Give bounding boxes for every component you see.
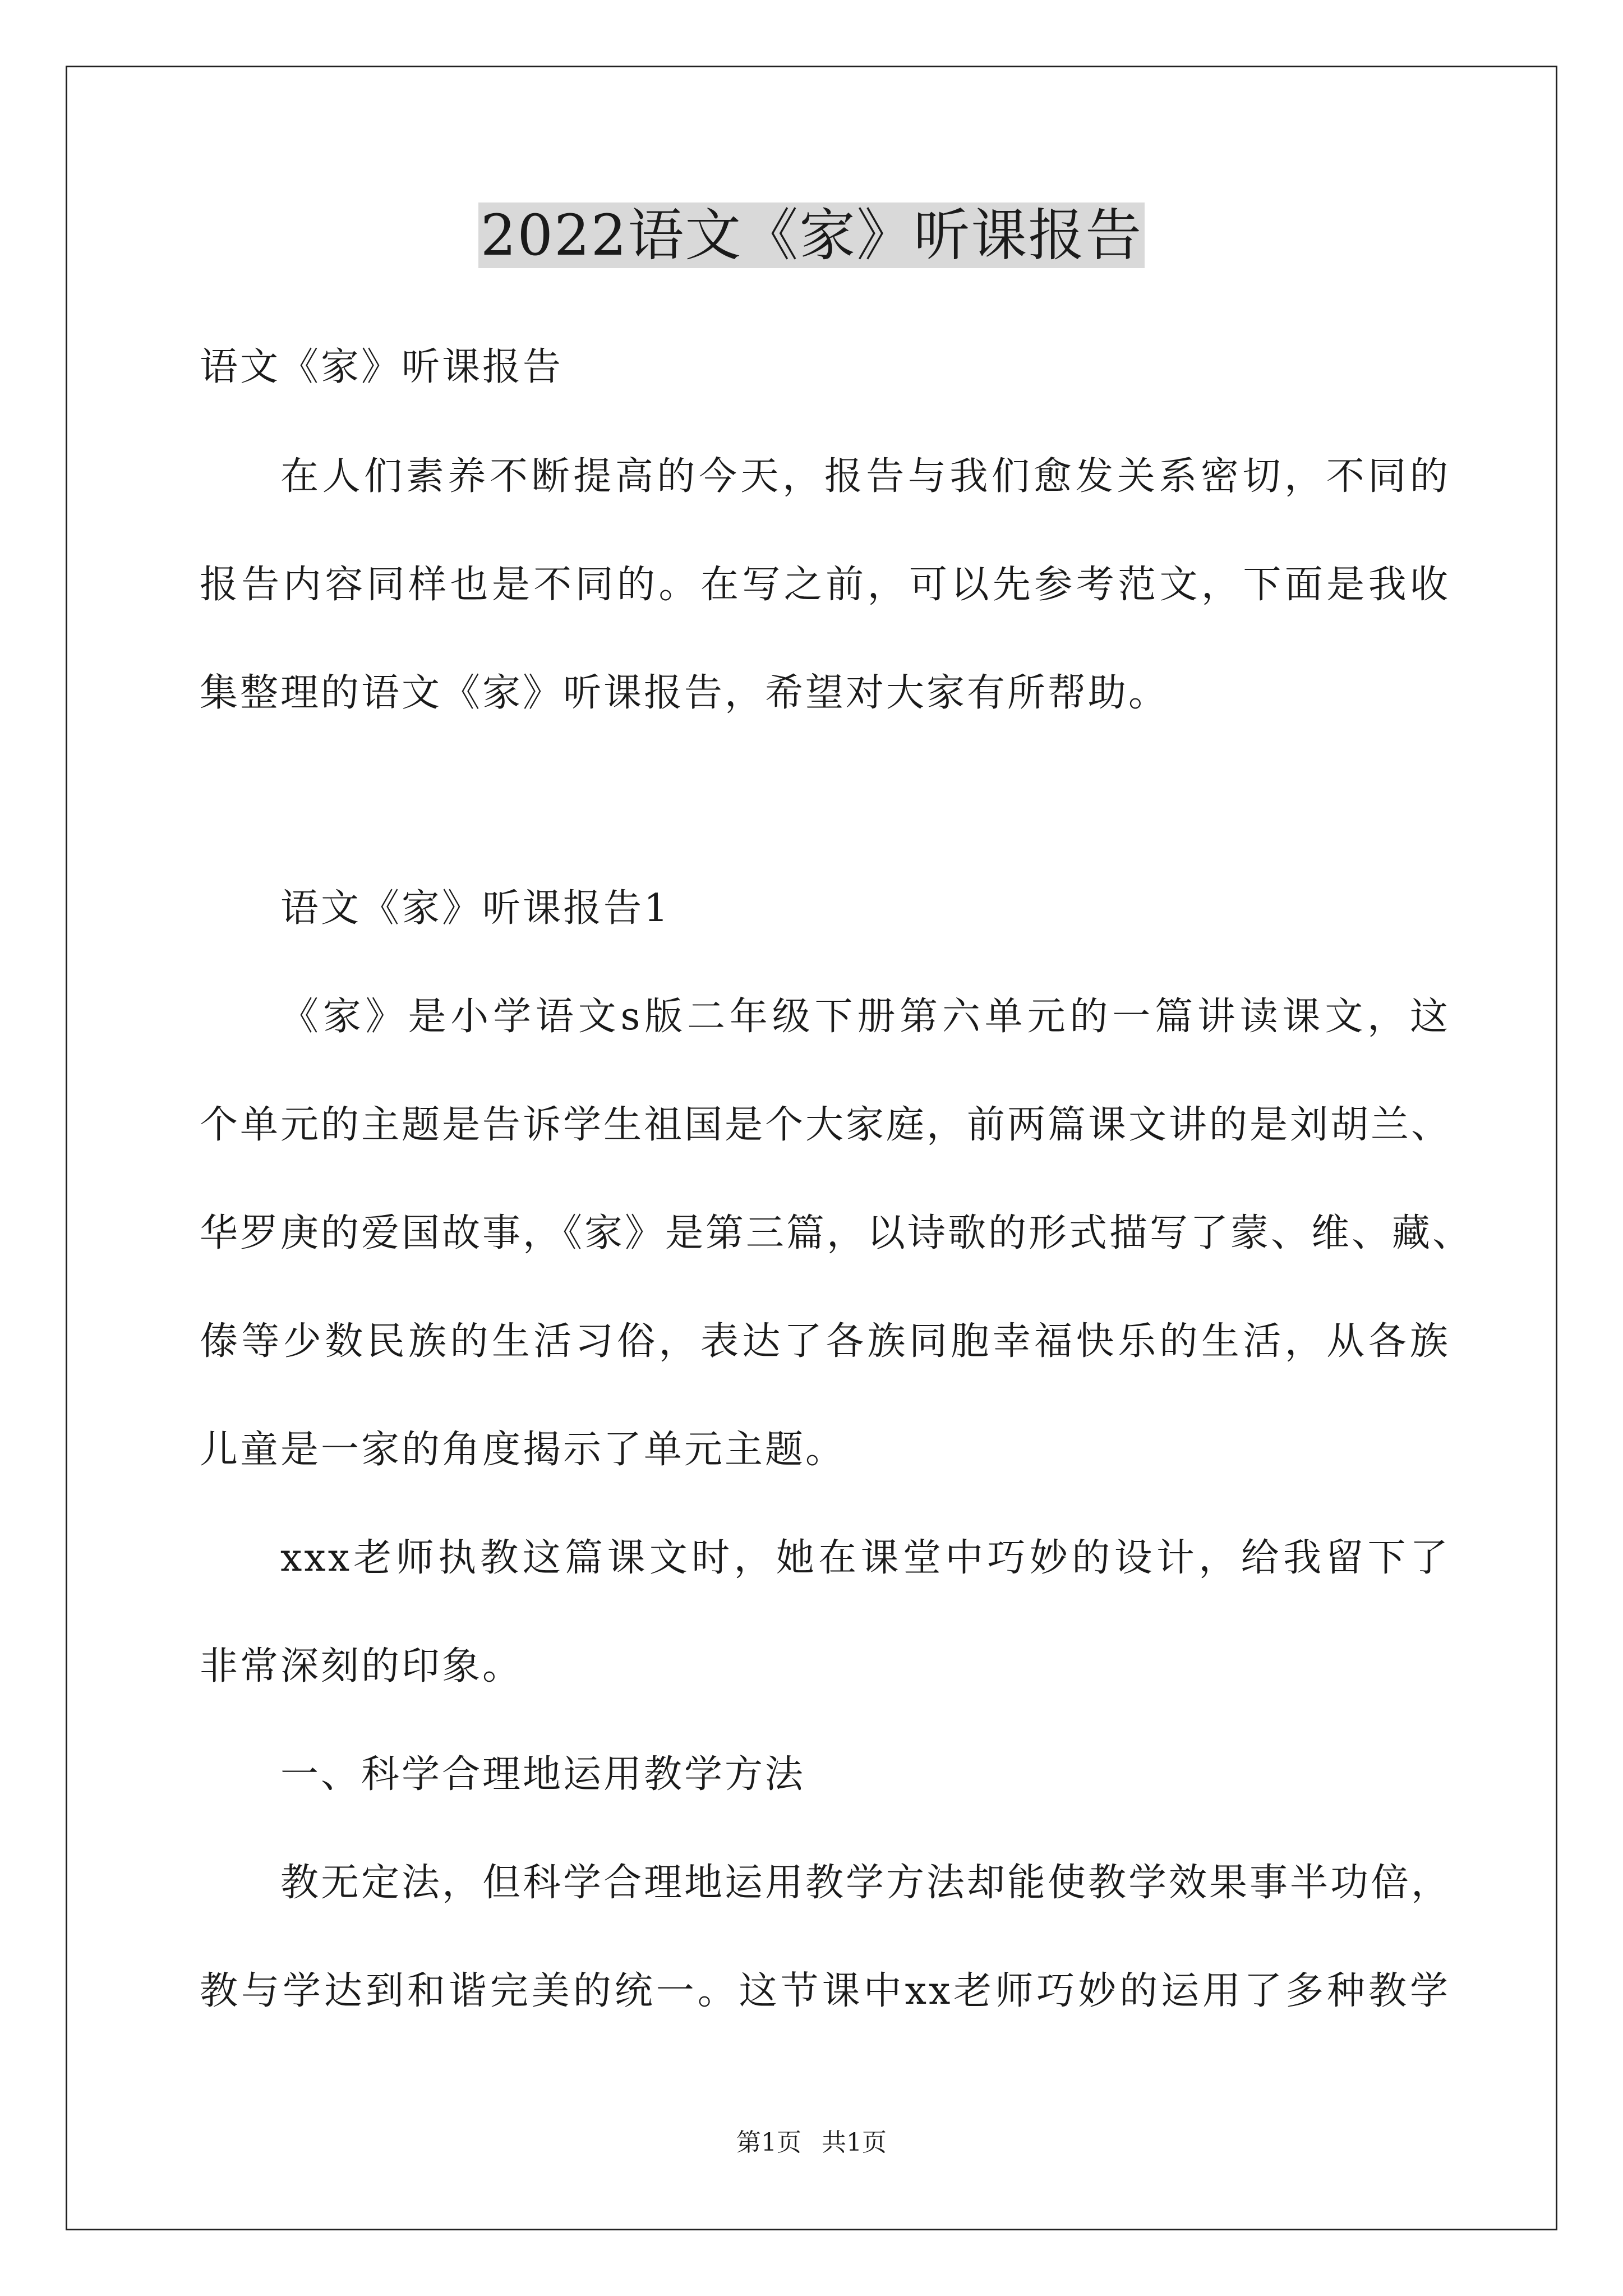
paragraph-line: xxx老师执教这篇课文时，她在课堂中巧妙的设计，给我留下了 [280,1536,1450,1580]
paragraph-line: 《家》是小学语文s版二年级下册第六单元的一篇讲读课文，这 [280,995,1450,1039]
paragraph-line: 集整理的语文《家》听课报告，希望对大家有所帮助。 [200,671,1169,715]
paragraph-line: 非常深刻的印象。 [200,1644,523,1688]
page-total: 共1页 [822,2128,887,2157]
paragraph-line: 在人们素养不断提高的今天，报告与我们愈发关系密切，不同的 [280,454,1450,499]
section-heading: 一、科学合理地运用教学方法 [280,1752,806,1797]
page-number: 第1页 [736,2128,801,2157]
paragraph-line: 华罗庚的爱国故事，《家》是第三篇，以诗歌的形式描写了蒙、维、藏、 [200,1211,1473,1255]
paragraph-line: 教无定法，但科学合理地运用教学方法却能使教学效果事半功倍， [280,1861,1452,1905]
paragraph-line: 儿童是一家的角度揭示了单元主题。 [200,1428,846,1472]
paragraph-line: 个单元的主题是告诉学生祖国是个大家庭，前两篇课文讲的是刘胡兰、 [200,1103,1452,1147]
paragraph-line: 傣等少数民族的生活习俗，表达了各族同胞幸福快乐的生活，从各族 [200,1319,1450,1364]
section-heading: 语文《家》听课报告1 [280,886,671,931]
page-footer [0,2126,1623,2160]
document-title-text: 2022语文《家》听课报告 [478,203,1145,268]
subtitle-line: 语文《家》听课报告 [200,345,564,389]
paragraph-line: 报告内容同样也是不同的。在写之前，可以先参考范文，下面是我收 [200,563,1450,607]
document-title [0,194,1623,278]
paragraph-line: 教与学达到和谐完美的统一。这节课中xx老师巧妙的运用了多种教学 [200,1969,1450,2013]
